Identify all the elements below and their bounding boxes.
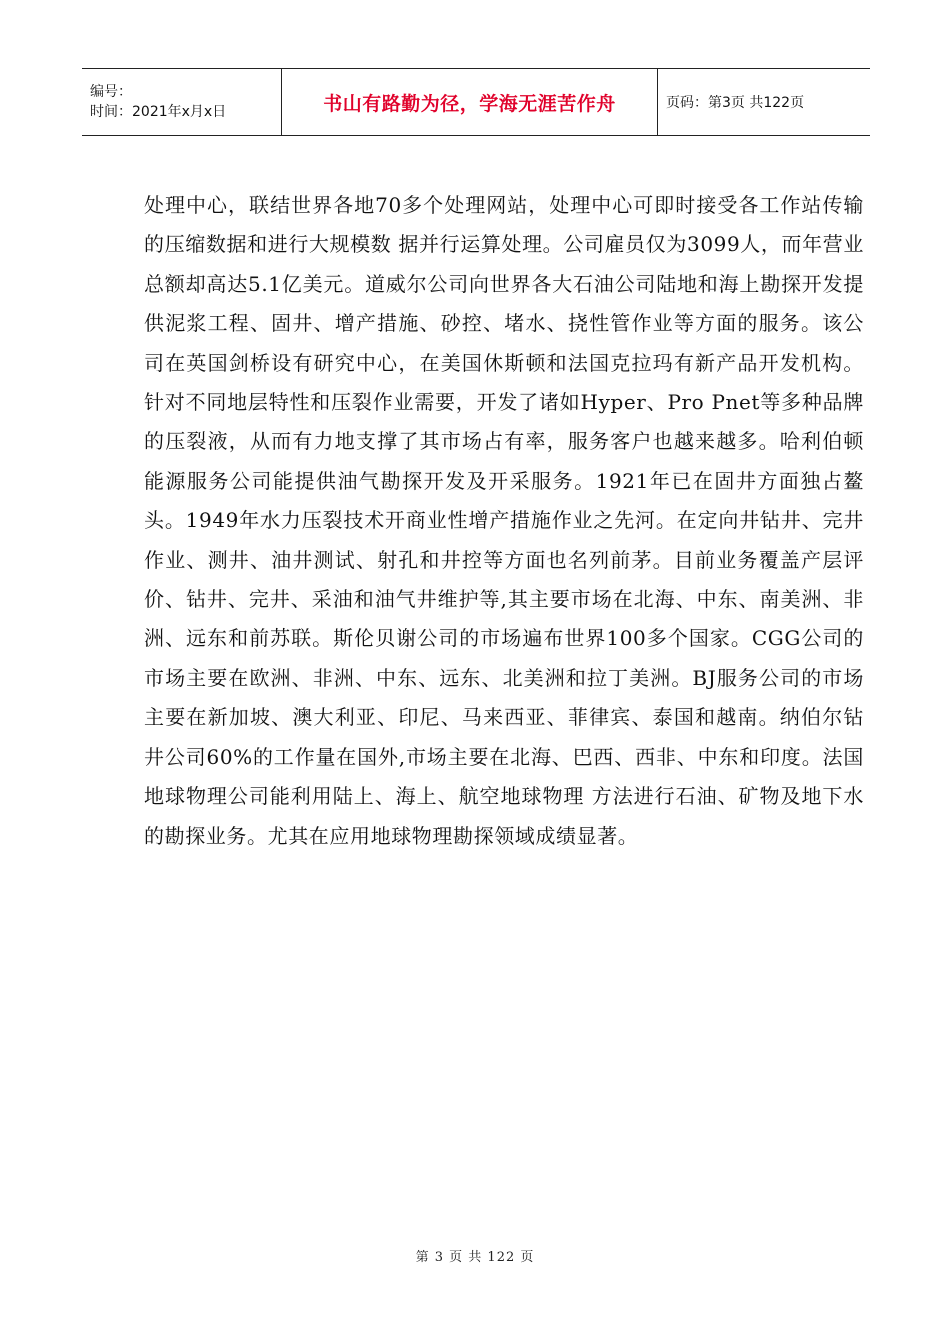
header-meta <box>82 69 282 135</box>
body-paragraph: 处理中心，联结世界各地70多个处理网站，处理中心可即时接受各工作站传输的压缩数据和进行大规模数 据并行运算处理。公司雇员仅为3099人，而年营业总额却高达5.1亿美元。道威尔公司向世界各大石油公司陆地和海上勘探开发提供泥浆工程、固井、增产措施、砂控、堵水、挠性管作业等方面的服务。该公司在英国剑桥设有研究中心，在美国休斯顿和法国克拉玛有新产品开发机构。针对不同地层特性和压裂作业需要，开发了诸如Hyper、Pro Pnet等多种品牌的压裂液，从而有力地支撑了其市场占有率，服务客户也越来越多。哈利伯顿能源服务公司能提供油气勘探开发及开采服务。1921年已在固井方面独占鳌头。1949年水力压裂技术开商业性增产措施作业之先河。在定向井钻井、完井作业、测井、油井测试、射孔和井控等方面也名列前茅。目前业务覆盖产层评价、钻井、完井、采油和油气井维护等,其主要市场在北海、中东、南美洲、非洲、远东和前苏联。斯伦贝谢公司的市场遍布世界100多个国家。CGG公司的市场主要在欧洲、非洲、中东、远东、北美洲和拉丁美洲。BJ服务公司的市场主要在新加坡、澳大利亚、印尼、马来西亚、菲律宾、泰国和越南。纳伯尔钻井公司60%的工作量在国外,市场主要在北海、巴西、西非、中东和印度。法国地球物理公司能利用陆上、海上、航空地球物理 方法进行石油、矿物及地下水的勘探业务。尤其在应用地球物理勘探领域成绩显著。 <box>144 193 864 848</box>
header-page-info: 页码：第3页 共122页 <box>666 95 805 111</box>
header-motto: 书山有路勤为径，学海无涯苦作舟 <box>282 69 658 135</box>
time-label: 时间：2021年x月x日 <box>90 104 227 120</box>
number-label: 编号： <box>90 84 132 100</box>
page-footer: 第 3 页 共 122 页 <box>415 1250 535 1265</box>
document-body <box>144 186 864 856</box>
document-header <box>82 68 870 136</box>
